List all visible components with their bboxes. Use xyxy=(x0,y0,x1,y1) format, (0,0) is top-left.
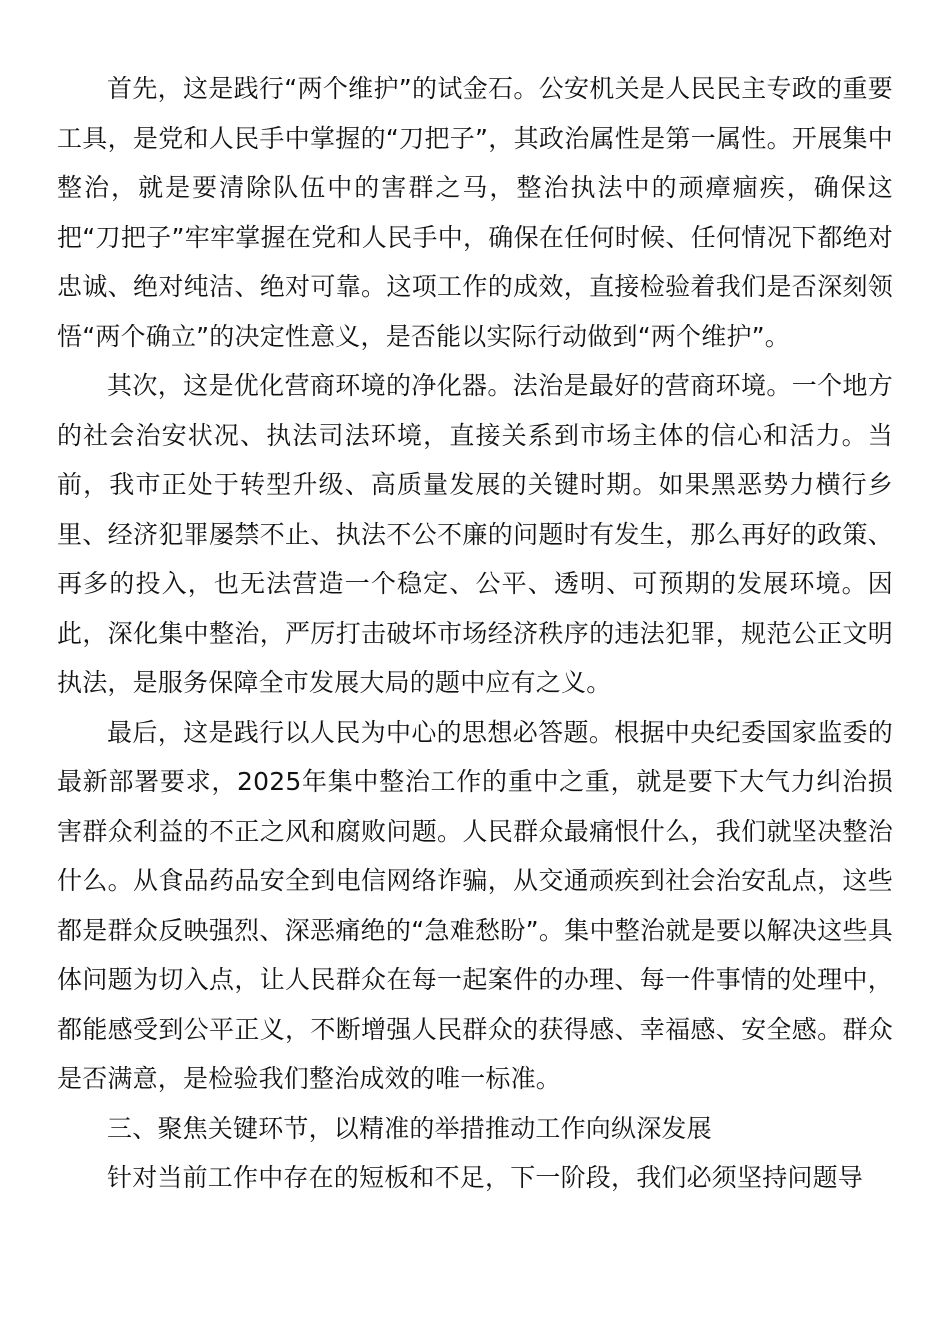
paragraph-first: 首先，这是践行“两个维护”的试金石。公安机关是人民民主专政的重要工具，是党和人民手中掌握的“刀把子”，其政治属性是第一属性。开展集中整治，就是要清除队伍中的害群之马，整治执法中的顽瘴痼疾，确保这把“刀把子”牢牢掌握在党和人民手中，确保在任何时候、任何情况下都绝对忠诚、绝对纯洁、绝对可靠。这项工作的成效，直接检验着我们是否深刻领悟“两个确立”的决定性意义，是否能以实际行动做到“两个维护”。 xyxy=(57,74,893,351)
document-page xyxy=(57,64,893,1203)
paragraph-third: 最后，这是践行以人民为中心的思想必答题。根据中央纪委国家监委的最新部署要求，2025年集中整治工作的重中之重，就是要下大气力纠治损害群众利益的不正之风和腐败问题。人民群众最痛恨什么，我们就坚决整治什么。从食品药品安全到电信网络诈骗，从交通顽疾到社会治安乱点，这些都是群众反映强烈、深恶痛绝的“急难愁盼”。集中整治就是要以解决这些具体问题为切入点，让人民群众在每一起案件的办理、每一件事情的处理中，都能感受到公平正义，不断增强人民群众的获得感、幸福感、安全感。群众是否满意，是检验我们整治成效的唯一标准。 xyxy=(57,717,893,1093)
paragraph-second: 其次，这是优化营商环境的净化器。法治是最好的营商环境。一个地方的社会治安状况、执法司法环境，直接关系到市场主体的信心和活力。当前，我市正处于转型升级、高质量发展的关键时期。如果黑恶势力横行乡里、经济犯罪屡禁不止、执法不公不廉的问题时有发生，那么再好的政策、再多的投入，也无法营造一个稳定、公平、透明、可预期的发展环境。因此，深化集中整治，严厉打击破坏市场经济秩序的违法犯罪，规范公正文明执法，是服务保障全市发展大局的题中应有之义。 xyxy=(57,371,893,697)
section-heading: 三、聚焦关键环节，以精准的举措推动工作向纵深发展 xyxy=(107,1113,712,1143)
paragraph-fourth: 针对当前工作中存在的短板和不足，下一阶段，我们必须坚持问题导 xyxy=(107,1163,864,1192)
